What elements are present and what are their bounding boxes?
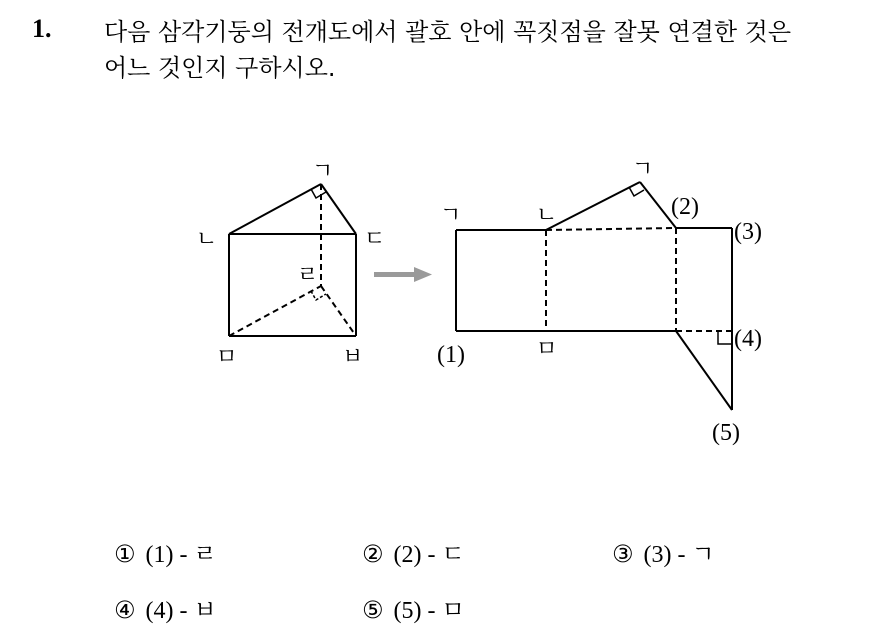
question-line-1: 다음 삼각기둥의 전개도에서 괄호 안에 꼭짓점을 잘못 연결한 것은: [104, 18, 791, 46]
net-fold-top: [546, 228, 676, 230]
question-number: 1.: [32, 14, 52, 43]
net-position-5: (5): [712, 420, 740, 446]
choice-2[interactable]: [362, 534, 465, 569]
prism-edge-top-left: [229, 184, 321, 234]
choice-1-number: ①: [114, 540, 136, 568]
prism-hidden-edge-bottom-left: [229, 286, 321, 336]
choice-3-number: ③: [612, 540, 634, 568]
prism-label-bottom-left: ㅁ: [216, 345, 238, 370]
net-position-1: (1): [437, 342, 465, 368]
net-label-left-top: ㄱ: [440, 203, 462, 228]
choice-1-label: (1) - ㄹ: [145, 542, 217, 568]
choice-4-number: ④: [114, 596, 136, 624]
choice-5[interactable]: [362, 590, 465, 625]
prism-label-bottom-back: ㄹ: [297, 263, 319, 288]
prism-label-top-left: ㄴ: [196, 227, 218, 252]
net-right-angle-top: [629, 187, 644, 196]
net-triangle-left-edge: [546, 182, 640, 230]
choice-3-label: (3) - ㄱ: [643, 542, 715, 568]
prism-right-angle-bottom: [311, 291, 326, 300]
prism-label-bottom-right: ㅂ: [342, 345, 364, 370]
net-lower-triangle-edge: [676, 331, 732, 410]
triangular-prism-figure: [229, 184, 356, 336]
choice-5-number: ⑤: [362, 596, 384, 624]
prism-label-top-back: ㄱ: [312, 159, 334, 184]
choice-3[interactable]: [612, 534, 715, 569]
net-position-3: (3): [734, 219, 762, 245]
net-right-angle-lower: [718, 331, 732, 344]
prism-edge-top-right: [321, 184, 356, 234]
prism-right-angle-top: [311, 189, 326, 198]
prism-hidden-edge-bottom-right: [321, 286, 356, 336]
net-label-fold-bottom: ㅁ: [536, 337, 558, 362]
question-line-2: 어느 것인지 구하시오.: [104, 54, 336, 82]
choice-4[interactable]: [114, 590, 217, 625]
choice-1[interactable]: [114, 534, 217, 569]
choice-4-label: (4) - ㅂ: [145, 598, 217, 624]
choice-5-label: (5) - ㅁ: [393, 598, 465, 624]
net-position-4: (4): [734, 326, 762, 352]
choice-2-number: ②: [362, 540, 384, 568]
net-position-2: (2): [671, 194, 699, 220]
net-label-apex-top: ㄱ: [632, 157, 654, 182]
net-label-fold-top: ㄴ: [536, 203, 558, 228]
prism-label-top-right: ㄷ: [364, 227, 386, 252]
choice-2-label: (2) - ㄷ: [393, 542, 465, 568]
arrow-icon: [374, 267, 432, 282]
